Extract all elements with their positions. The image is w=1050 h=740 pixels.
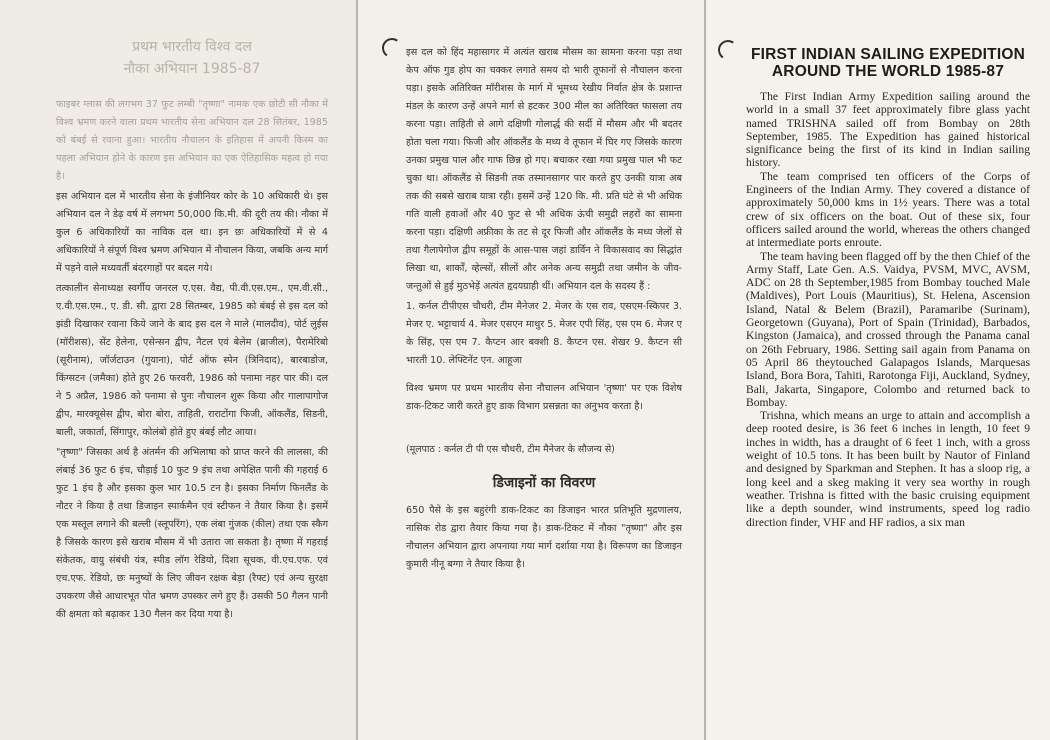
hindi-paragraph-3: तत्कालीन सेनाध्यक्ष स्वर्गीय जनरल ए.एस. वैद्य, पी.वी.एस.एम., एम.वी.सी., ए.वी.एस.एम., ए. डी. सी. द्वारा 28 सितम्बर, 1985 को बंबई से इस दल को झंडी दिखाकर रवाना किये जाने के बाद इस दल ने माले (मालदीव), पोर्ट लुईस (मॉरीशस), सेंट हेलेना, एसेन्सन द्वीप, नैटल एवं बेलेम (ब्राजील), पैरामेरिबो (सूरीनाम), जॉर्जटाउन (गुयाना), पोर्ट ऑफ स्पेन (त्रिनिदाद), बारबाडोज, किंग्सटन (जमैका) होते हुए 26 फरवरी, 1986 को पनामा नहर पार की। दल ने 5 अप्रैल, 1986 को पनामा से पुनः नौचालन शुरू किया और गालापागोज द्वीप, मारक्यूसेस द्वीप, बोरा बोरा, ताहिती, राराटोंगा फिजी, ऑकलैंड, सिडनी, बाली, जकार्ता, सिंगापुर, कोलंबो होते हुए बंबई लौट आया। [56, 283, 328, 438]
binding-hook-icon [716, 38, 739, 61]
left-panel-hindi [0, 0, 356, 740]
right-panel-english [706, 0, 1050, 740]
hindi-stamp-announcement: विश्व भ्रमण पर प्रथम भारतीय सेना नौचालन अभियान 'तृष्णा' पर एक विशेष डाक-टिकट जारी करते हुए डाक विभाग प्रसन्नता का अनुभव करता है। [406, 383, 682, 412]
hindi-middle-paragraph-1: इस दल को हिंद महासागर में अत्यंत खराब मौसम का सामना करना पड़ा तथा केप ऑफ गुड होप का चक्कर लगाते समय दो भारी तूफानों से नौचालन करना पड़ा। इसके अतिरिक्त मॉरीशस के मार्ग में भूमध्य रेखीय निर्वात क्षेत्र के प्रशान्त मंडल के कारण उन्हें अपने मार्ग से हटकर 300 मील का अतिरिक्त फासला तय करना पड़ा। ताहिती से आगे दक्षिणी गोलार्द्ध की सर्दी में मौसम और भी बदतर होता चला गया। फिजी और ऑकलैंड के मध्य वे तूफान में घिर गए जिसके कारण उनका प्रमुख पाल और गाफ छिन्न हो गए। बचाकर रखा गया प्रमुख पाल भी फट चुका था। ऑकलैंड से सिडनी तक तस्मानसागर पार करते हुए उनकी यात्रा अब तक की सबसे खराब यात्रा रही। इसमें उन्हें 120 कि. मी. प्रति घंटे से भी अधिक गति वाली हवाओं और 40 फुट से भी अधिक ऊंची समुद्री लहरों का सामना करना पड़ा। दक्षिणी अफ्रीका के तट से दूर फिजी और ऑकलैंड के मध्य जेलों से तथा गैलापेगोज द्वीप समूहों के आस-पास जहां डार्विन ने विकासवाद का सिद्धांत लिखा था, शार्कों, व्हेल्सों, सीलों और अनेक अन्य समुद्री तथा जमीन के जीव-जन्तुओं से हुई मुठभेड़ें अत्यंत हृदयग्राही थीं। अभियान दल के सदस्य हैं : [406, 47, 682, 292]
hindi-design-text: 650 पैसे के इस बहुरंगी डाक-टिकट का डिजाइन भारत प्रतिभूति मुद्रणालय, नासिक रोड द्वारा तैयार किया गया है। डाक-टिकट में नौका "तृष्णा" और इस नौचालन अभियान द्वारा अपनाया गया मार्ग दर्शाया गया है। विरूपण का डिजाइन कुमारी नीनू बग्गा ने तैयार किया है। [406, 505, 682, 570]
binding-hook-icon [380, 36, 403, 59]
hindi-design-heading: डिजाइनों का विवरण [492, 475, 596, 491]
hindi-source-note: (मूलपाठ : कर्नल टी पी एस चौधरी, टीम मैनेजर के सौजन्य से) [406, 444, 615, 455]
middle-panel-hindi [358, 0, 704, 740]
hindi-crew-list: 1. कर्नल टीपीएस चौधरी, टीम मैनेजर 2. मेजर के एस राव, एसएम-स्किपर 3. मेजर ए. भट्टाचार्य 4. मेजर एसएन माथुर 5. मेजर एपी सिंह, एस एम 6. मेजर ए के सिंह, एस एम 7. कैप्टन आर बक्शी 8. कैप्टन एस. शेखर 9. कैप्टन सी भारती 10. लेफ्टिनेंट एन. आहूजा [406, 301, 682, 366]
english-paragraph-1: The First Indian Army Expedition sailing around the world in a small 37 feet approximately fibre glass yacht named TRISHNA sailed off from Bombay on 28th September, 1985. The Expedition has gained historical significance being the first of its kind in Indian sailing history. [746, 90, 1030, 170]
english-paragraph-4: Trishna, which means an urge to attain and accomplish a deep rooted desire, is 36 feet 6 inches in length, 10 feet 9 inches in width, has a draught of 6 feet 1 inch, with a gross weight of 10.5 tons. It has been built by Nautor of Finland and designed by Sparkman and Stephen. It has a sloop rig, a long keel and a skeg making it very sea worthy in rough weather. Trishna is fitted with the basic cruising equipment like a depth sounder, wind instruments, speed log radio direction finder, VHF and HF radios, a six man [746, 409, 1030, 529]
hindi-title-line1: प्रथम भारतीय विश्व दल [132, 39, 252, 55]
english-paragraph-3: The team having been flagged off by the then Chief of the Army Staff, Late Gen. A.S. Vaidya, PVSM, MVC, AVSM, ADC on 28 th September,1985 from Bombay touched Male (Maldives), Port Louis (Mauritius), St. Helena, Ascension Island, Natal & Belem (Brazil), Paramaribe (Surinam), Georgetown (Guyana), Port of Spain (Trinidad), Barbados, Kingston (Jamaica), and crossed through the Panama canal on 26th February, 1986. Setting sail again from Panama on 05 April 86 theytouched Galapagos Islands, Marquesas Island, Bora Bora, Tahiti, Rarotonga Fiji, Auckland, Sydney, Bali, Jakarta, Singapore, Colombo and returned back to Bombay. [746, 249, 1030, 409]
hindi-title-line2: नौका अभियान 1985-87 [123, 61, 261, 77]
hindi-paragraph-1: फाइबर ग्लास की लगभग 37 फुट लम्बी "तृष्णा" नामक एक छोटी सी नौका में विश्व भ्रमण करने वाला प्रथम भारतीय सेना अभियान दल 28 सितंबर, 1985 को बंबई से रवाना हुआ। भारतीय नौचालन के इतिहास में अपनी किस्म का पहला अभियान होने के कारण इस अभियान का एक ऐतिहासिक महत्व हो गया है। [56, 99, 328, 182]
hindi-paragraph-2: इस अभियान दल में भारतीय सेना के इंजीनियर कोर के 10 अधिकारी थे। इस अभियान दल ने डेढ़ वर्ष में लगभग 50,000 कि.मी. की दूरी तय की। नौका में कुल 6 अधिकारियों का नाविक दल था। इन छः अधिकारियों में से 4 अधिकारियों ने संपूर्ण विश्व भ्रमण अभियान में नौचालन किया, जबकि अन्य मार्ग में पड़ने वाले मध्यवर्ती बंदरगाहों पर बदल गये। [56, 191, 328, 274]
english-paragraph-2: The team comprised ten officers of the Corps of Engineers of the Indian Army. They covered a distance of approximately 50,000 kms in 1½ years. There was a total crew of six officers on the boat. Out of these six, four officers sailed around the world, whereas the others changed at intermediate ports enroute. [746, 169, 1030, 250]
english-title: FIRST INDIAN SAILING EXPEDITION AROUND THE WORLD 1985-87 [750, 46, 1026, 80]
hindi-paragraph-4: "तृष्णा" जिसका अर्थ है अंतर्मन की अभिलाषा को प्राप्त करने की लालसा, की लंबाई 36 फुट 6 इंच, चौड़ाई 10 फुट 9 इंच तथा अपेक्षित पानी की गहराई 6 फुट 1 इंच है और इसका कुल भार 10.5 टन है। इसका निर्माण फिनलैंड के नौटर ने किया है तथा डिजाइन स्पार्कमैन एवं स्टीफन ने तैयार किया है। इसमें एक मस्तूल लगाने की बल्ली (स्लूपरिंग), एक लंबा गुंजक (कील) तथा एक स्कैग है जिसके कारण इसे खराब मौसम में भी उतारा जा सकता है। तृष्णा में गहराई संकेतक, वायु संबंधी यंत्र, स्पीड लॉग रेडियो, दिशा सूचक, वी.एच.एफ. एवं एच.एफ. रेडियो, छः मनुष्यों के लिए जीवन रक्षक बेड़ा (रैफ्ट) एवं अन्य सुरक्षा उपकरण जैसे आधारभूत पोत भ्रमण उपस्कर लगे हुए हैं। उसकी 50 गैलन पानी की क्षमता को बढ़ाकर 130 गैलन कर दिया गया है। [56, 447, 328, 620]
